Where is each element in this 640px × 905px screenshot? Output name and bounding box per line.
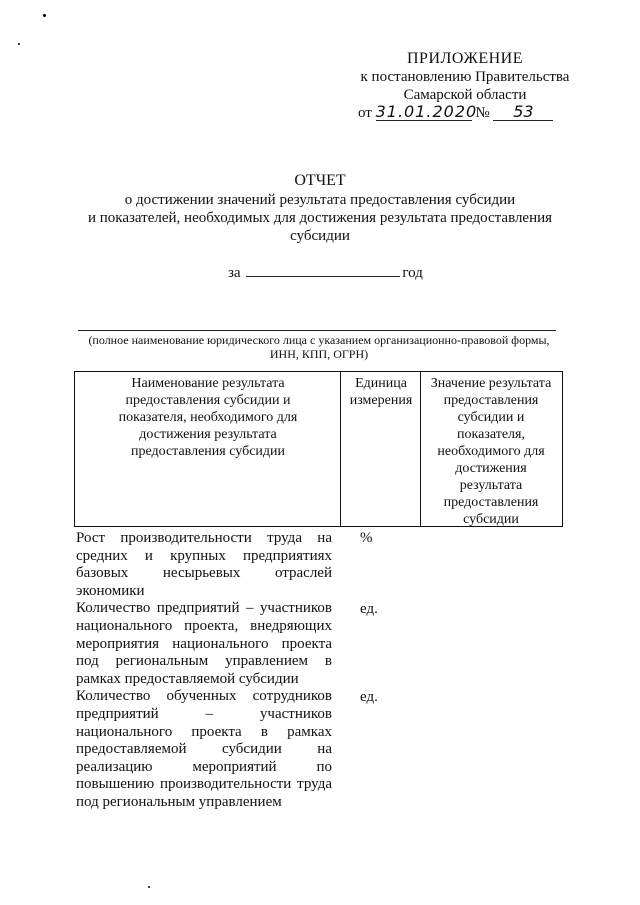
date-prefix: от bbox=[358, 105, 372, 121]
report-table-header bbox=[74, 371, 563, 527]
header-name-line: предоставления субсидии bbox=[130, 444, 286, 459]
appendix-block bbox=[340, 50, 590, 104]
report-subtitle-line-2: и показателей, необходимых для достижения результата предоставления bbox=[87, 210, 553, 226]
number-sign: № bbox=[475, 105, 490, 121]
row-unit-trained-employees: ед. bbox=[360, 689, 378, 705]
header-value-line: необходимого для bbox=[437, 444, 545, 459]
header-value-line: результата bbox=[459, 478, 523, 493]
scan-speck bbox=[18, 43, 20, 45]
report-subtitle-line-3: субсидии bbox=[290, 228, 350, 244]
period-row bbox=[228, 262, 423, 282]
header-value-line: достижения bbox=[455, 461, 527, 476]
header-value-cell bbox=[422, 375, 560, 528]
column-divider bbox=[340, 372, 341, 526]
header-value-line: показателя, bbox=[457, 427, 525, 442]
org-caption-line-1: (полное наименование юридического лица с указанием организационно-правовой формы, bbox=[88, 333, 550, 347]
header-unit-cell bbox=[342, 375, 420, 409]
report-title: ОТЧЕТ bbox=[294, 172, 346, 189]
column-divider bbox=[420, 372, 421, 526]
header-value-line: предоставления bbox=[443, 495, 539, 510]
header-name-line: предоставления субсидии и bbox=[125, 393, 291, 408]
report-heading bbox=[60, 172, 580, 245]
header-value-line: Значение результата bbox=[430, 376, 552, 391]
org-name-blank-line bbox=[78, 330, 556, 331]
org-caption bbox=[80, 333, 558, 361]
report-subtitle-line-1: о достижении значений результата предоставления субсидии bbox=[124, 192, 516, 208]
header-name-cell bbox=[79, 375, 337, 460]
header-name-line: Наименование результата bbox=[131, 376, 285, 391]
header-name-line: достижения результата bbox=[139, 427, 277, 442]
header-value-line: предоставления bbox=[443, 393, 539, 408]
row-name-productivity: Рост производительности труда на средних и крупных предприятиях базовых несырьевых отраслей экономики bbox=[76, 530, 332, 599]
row-unit-enterprises-count: ед. bbox=[360, 601, 378, 617]
header-unit-line: Единица bbox=[355, 376, 407, 391]
period-blank-field bbox=[246, 262, 400, 277]
header-value-line: субсидии bbox=[463, 512, 519, 527]
row-name-trained-employees: Количество обученных сотрудников предприятий – участников национального проекта в рамках предоставляемой субсидии на реализацию мероприятий по повышению производительности труда под региональным управлением bbox=[76, 688, 332, 810]
header-value-line: субсидии и bbox=[457, 410, 525, 425]
row-unit-productivity: % bbox=[360, 530, 373, 546]
header-unit-line: измерения bbox=[349, 393, 413, 408]
row-name-enterprises-count: Количество предприятий – участников национального проекта, внедряющих мероприятия национального проекта под региональным управлением в рамках предоставляемой субсидии bbox=[76, 600, 332, 687]
appendix-line-2: Самарской области bbox=[403, 87, 527, 103]
org-caption-line-2: ИНН, КПП, ОГРН) bbox=[269, 347, 369, 361]
scan-speck bbox=[43, 14, 46, 17]
appendix-title: ПРИЛОЖЕНИЕ bbox=[406, 50, 523, 67]
handwritten-number: 53 bbox=[493, 104, 553, 121]
report-table-rows bbox=[76, 530, 332, 812]
header-name-line: показателя, необходимого для bbox=[118, 410, 298, 425]
period-suffix: год bbox=[402, 265, 423, 281]
handwritten-date: 31.01.2020 bbox=[375, 102, 478, 121]
appendix-line-1: к постановлению Правительства bbox=[360, 69, 570, 85]
scan-speck bbox=[148, 886, 150, 888]
period-prefix: за bbox=[228, 265, 241, 281]
appendix-date-row bbox=[358, 103, 553, 123]
